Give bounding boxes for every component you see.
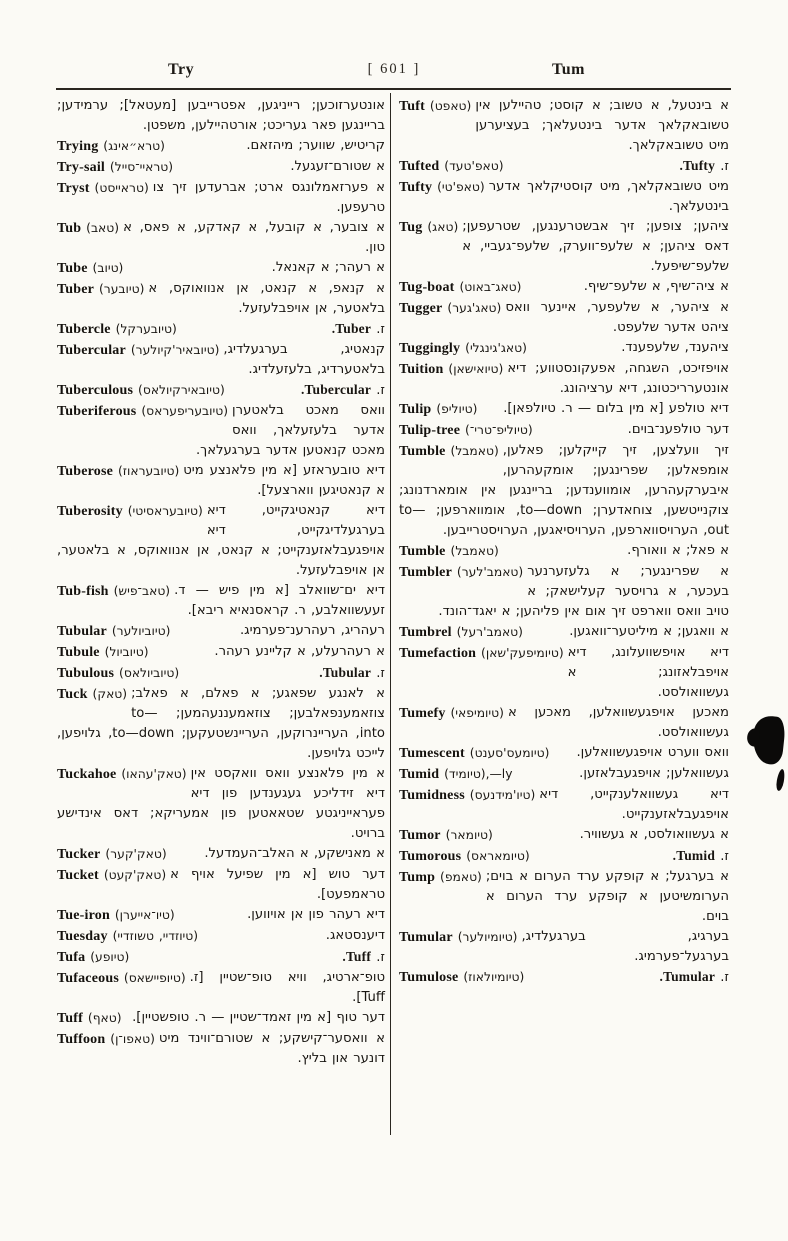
pronunciation: (טיו־אייערן) — [109, 908, 175, 922]
definition: א רעהרעלע, א קליינע רעהר. — [214, 644, 385, 659]
entry-tufa — [57, 947, 385, 968]
definition: אונטערזוכען; רייניגען, אפטרייבען [מעטאל]; ערמידען; בריינגען פאר געריכט; אורטהיילען, משפטן. — [57, 98, 385, 133]
definition: זיך וועלצען, זיך קייקלען; פאלען, אומפאלען; שפרינגען; אומקעהרען, איבערקעהרען, אומווענדען; בריינגען אין אומארדנונג; צוקנייטשען, צוחאדערן; to—down, אומווארפען; to—out, הערויסווארפען, הערויסיאגען, הערויסטרייבען. — [399, 443, 729, 538]
column-divider-rule — [390, 93, 391, 1135]
entry-tuition — [399, 359, 729, 399]
definition: רעהריג, רעהרענ־פערמיג. — [239, 623, 385, 638]
headword: Tumorous — [399, 849, 462, 864]
entry-tump — [399, 867, 729, 927]
entry-tubular — [57, 621, 385, 641]
definition: א פאל; א וואורף. — [627, 543, 729, 558]
pronunciation: (טיובעראסיטי) — [122, 504, 203, 518]
entry-tuckahoe — [57, 764, 385, 844]
headword-group — [57, 178, 153, 199]
entry-tug — [399, 217, 729, 277]
headword: Tuberiferous — [57, 404, 137, 419]
pronunciation: (טאמב'לער) — [452, 565, 524, 579]
cross-reference: Tuber. — [331, 321, 372, 336]
pronunciation: (טאק'קער) — [100, 847, 167, 861]
headword-group — [399, 743, 553, 764]
column-right — [399, 96, 729, 988]
entry-tue-iron — [57, 905, 385, 925]
pronunciation: (טאפ'טעד) — [439, 159, 504, 173]
pronunciation: (טיובער) — [94, 282, 145, 296]
headword: Tuffoon — [57, 1032, 106, 1047]
entry-tumescent — [399, 743, 729, 763]
entry-tuberosity — [57, 501, 385, 581]
entry-tube — [57, 258, 385, 278]
headword-group — [57, 258, 127, 279]
pronunciation: (טאג־באוט) — [454, 280, 522, 294]
entry-tumorous — [399, 846, 729, 867]
pronunciation: (טאג) — [422, 220, 459, 234]
headword-group — [399, 643, 568, 664]
pronunciation: (טיומיולאוז) — [458, 970, 525, 984]
headword: Tug-boat — [399, 280, 455, 295]
entry-tumbler — [399, 562, 729, 622]
definition: ז. Tuff. — [342, 949, 385, 965]
headword: Tulip-tree — [399, 423, 461, 438]
headword-group — [399, 785, 539, 806]
headword: Tumefy — [399, 706, 446, 721]
headword-group — [57, 968, 190, 989]
headword-group — [399, 622, 527, 643]
entry-tubercle — [57, 319, 385, 340]
headword: Try-sail — [57, 160, 106, 175]
pronunciation: (טיומיד),—ly — [439, 767, 513, 781]
definition: ז. Tubercular. — [300, 382, 385, 398]
definition: א ציה־שיף, א שלעפ־שיף. — [583, 279, 729, 294]
headword: Tufa — [57, 950, 86, 965]
definition: מאכען אויפגעשוואלען, מאכען א געשוואולסט. — [507, 705, 729, 740]
entry-tufty — [399, 177, 729, 217]
entry-try-sail — [57, 157, 385, 177]
headword: Tuesday — [57, 929, 108, 944]
headword: Tumble — [399, 544, 446, 559]
definition: א לאנגע שפאגע; א פאלם, א פאלב; צוזאמענפאלבען; צוזאמעננעהמען; to—into, העריינרוקען, העריינשטעקען; to—down, גלויפען, לייכט גלויפען. — [57, 686, 385, 761]
headword-group — [57, 865, 170, 886]
cross-reference: Tumid. — [672, 848, 716, 863]
entry-tumor — [399, 825, 729, 845]
definition: ז. Tubular. — [319, 665, 385, 681]
entry-tuffoon — [57, 1029, 385, 1069]
headword-group — [399, 867, 486, 888]
definition: בערגיג, בערגעלדיג, בערגעל־פערמיג. — [521, 929, 729, 964]
headword: Tuck — [57, 687, 88, 702]
headword-group — [399, 562, 527, 583]
definition: א מין פלאנצע וואס וואקסט אין דיא זידליכע געגענדען פון דיא פעראייניגטע שטאאטען פון אמעריקא; דאס אינדישע ברויט. — [57, 766, 385, 841]
entry-tulip — [399, 399, 729, 419]
pronunciation: (טיוביולאס) — [114, 666, 180, 680]
headword-group — [57, 501, 207, 522]
pronunciation: (טאפו־ן) — [105, 1032, 155, 1046]
headword: Tucket — [57, 868, 99, 883]
headword: Tubule — [57, 645, 100, 660]
definition: א פערזאמלונגס ארט; אברעדען זיך צו טרעפען. — [152, 180, 385, 215]
headword: Tuberosity — [57, 504, 123, 519]
entry-tuberose — [57, 461, 385, 501]
pronunciation: (טאג'גער) — [442, 301, 502, 315]
entry-tumefaction — [399, 643, 729, 703]
pronunciation: (טיובערקל) — [110, 322, 177, 336]
definition: דער טוף [א מין זאמד־שטיין — ר. טופשטיין]. — [132, 1010, 385, 1025]
pronunciation: (טאף) — [82, 1011, 122, 1025]
entry-tuber — [57, 279, 385, 319]
definition: קנאטיג, בערגעלדיג, בלאטערדיג, בלעזעלדיג. — [223, 342, 385, 377]
definition: דער טולפענ־בוים. — [627, 422, 729, 437]
headword: Tumidness — [399, 788, 465, 803]
headword-group — [57, 905, 179, 926]
pronunciation: (טרא״אינג) — [98, 139, 165, 153]
definition: דיא קנאטיגקייט, דיא בערגעלדיגקייט, דיא אויפגעבלאזענקייט; א קנאט, אן אנוואוקס, א בלאטער, אן אויפבלעזעל. — [57, 503, 385, 578]
headword: Tube — [57, 261, 88, 276]
headword-group — [57, 684, 131, 705]
headword: Tuberose — [57, 464, 114, 479]
headword: Tubercle — [57, 322, 111, 337]
headword: Tuggingly — [399, 341, 461, 356]
ink-mark-artifact — [775, 769, 786, 792]
headword: Tumulose — [399, 970, 459, 985]
entry-tumbrel — [399, 622, 729, 642]
entry-tuff — [57, 1008, 385, 1028]
entry-tumefy — [399, 703, 729, 743]
headword: Tuckahoe — [57, 767, 117, 782]
pronunciation: (טיובעריפעראס) — [136, 404, 229, 418]
headword-group — [57, 844, 171, 865]
headword-group — [399, 420, 537, 441]
cross-reference: Tubercular. — [300, 382, 372, 397]
headword: Tufty — [399, 180, 433, 195]
pronunciation: (טאמפ) — [435, 870, 482, 884]
entry-tumulose — [399, 967, 729, 988]
definition: ציהען; צופען; זיך אבשטרענגען, שטרעפען; דאס ציהען; א שלעפ־ווערק, שלעפ־געביי, א שלעפ־שיפעל. — [462, 219, 729, 274]
entry-tulip-tree — [399, 420, 729, 440]
definition: ציהענד, שלעפענד. — [621, 340, 729, 355]
cross-reference: Tuff. — [342, 949, 372, 964]
headword: Tumor — [399, 828, 441, 843]
headword: Tumular — [399, 930, 453, 945]
headword: Tubulous — [57, 666, 115, 681]
headword-group — [399, 441, 503, 462]
entry-tubulous — [57, 663, 385, 684]
definition: אויפזיכט, השגחה, אפעקונסטווע; דיא אונטערריכטונג, דיא ערציהונג. — [507, 361, 729, 396]
definition: ז. Tumid. — [672, 848, 729, 864]
definition: געשוואלען; אויפגעבלאזען. — [579, 766, 729, 781]
definition: א געשוואולסט, א געשוויר. — [579, 827, 729, 842]
pronunciation: (טיואישאן) — [443, 362, 504, 376]
entry-tuft — [399, 96, 729, 156]
headword: Tulip — [399, 402, 432, 417]
headword-group — [57, 218, 123, 239]
definition: א ציהער, א שלעפער, איינער וואס ציהט אדער שלעפט. — [505, 300, 729, 335]
headword: Tumescent — [399, 746, 465, 761]
headword-group — [399, 846, 534, 867]
definition: קריטיש, שווער; מיהזאם. — [246, 138, 385, 153]
headword: Tuft — [399, 99, 425, 114]
headword-group — [57, 663, 183, 684]
headword: Tue-iron — [57, 908, 110, 923]
pronunciation: (טאב) — [81, 221, 120, 235]
headword-group — [57, 136, 169, 157]
headword-group — [57, 319, 181, 340]
entry-tuggingly — [399, 338, 729, 358]
cross-reference: Tubular. — [319, 665, 372, 680]
definition: דיא טובעראזע [א מין פלאנצע מיט א קנאטיגען ווארצעל]. — [183, 463, 385, 498]
headword: Tryst — [57, 181, 90, 196]
pronunciation: (טראיי־סייל) — [105, 160, 174, 174]
headword-group — [399, 825, 497, 846]
headword: Tumid — [399, 767, 440, 782]
entry-tub — [57, 218, 385, 258]
entry-tuberculous — [57, 380, 385, 401]
definition: א קנאפ, א קנאט, אן אנוואוקס, א בלאטער, אן אויפבלעזעל. — [148, 281, 385, 316]
pronunciation: (טיוביול) — [99, 645, 149, 659]
headword-group — [57, 1029, 159, 1050]
definition: דיא טולפע [א מין בלום — ר. טיולפאן]. — [503, 401, 729, 416]
definition: א וואגען; א מיליטער־וואגען. — [569, 624, 729, 639]
pronunciation: (טאג'גינגלי) — [460, 341, 527, 355]
header-rule — [56, 88, 731, 90]
headword-group — [399, 177, 489, 198]
pronunciation: (טאק'קעט) — [98, 868, 167, 882]
headword-group — [399, 338, 531, 359]
headword-group — [399, 399, 481, 420]
definition: א שטורם־זעגעל. — [290, 159, 385, 174]
headword-group — [399, 703, 508, 724]
pronunciation: (טיובעראוז) — [113, 464, 180, 478]
headword: Tumble — [399, 444, 446, 459]
headword: Tumbler — [399, 565, 453, 580]
definition: דיא אויפשוועלונג, דיא אויפבלאזונג; א געשוואולסט. — [567, 645, 729, 700]
headword: Tufaceous — [57, 971, 119, 986]
headword-group — [399, 927, 521, 948]
headword-group — [399, 541, 503, 562]
pronunciation: (טיומאראס) — [461, 849, 530, 863]
headword: Tumefaction — [399, 646, 477, 661]
pronunciation: (טיומיולער) — [452, 930, 518, 944]
definition: ז. Tufty. — [679, 158, 729, 174]
entry-tuesday — [57, 926, 385, 946]
headword: Tumbrel — [399, 625, 452, 640]
headword: Tuition — [399, 362, 444, 377]
pronunciation: (טיופיישאס) — [118, 971, 186, 985]
definition: דיענסטאג. — [325, 928, 385, 943]
entry-tumid — [399, 764, 729, 784]
definition: א בינטעל, א טשוב; א קוסט; טהיילען אין טשובאקלאך אדער בינטעלאך; בעציערען מיט טשובאקלאך. — [475, 98, 729, 153]
entry-tuck — [57, 684, 385, 764]
definition: ז. Tuber. — [331, 321, 385, 337]
pronunciation: (טאמבל) — [445, 444, 499, 458]
headword-group — [399, 96, 475, 117]
definition: וואס מאכט בלאטערן אדער בלעזעלאך, וואס מאכט קנאטען אדער בערגעלאך. — [195, 403, 385, 458]
entry-tufted — [399, 156, 729, 177]
definition: דיא רעהר פון אן אויווען. — [247, 907, 385, 922]
headword-group — [57, 380, 229, 401]
headword-group — [399, 359, 507, 380]
headword-group — [57, 401, 232, 422]
headword-group — [57, 621, 174, 642]
entry-tubercular — [57, 340, 385, 380]
pronunciation: (טיומיפעק'שאן) — [476, 646, 564, 660]
pronunciation: (טיומיפאי) — [445, 706, 504, 720]
definition: דיא געשוואלענקייט, דיא אויפגעבלאזענקייט. — [539, 787, 729, 822]
headword-group — [57, 947, 133, 968]
headword: Tub — [57, 221, 82, 236]
headword-group — [57, 926, 202, 947]
headword: Tuff — [57, 1011, 83, 1026]
pronunciation: (טאמב'רעל) — [451, 625, 523, 639]
cross-reference: Tumular. — [659, 969, 716, 984]
pronunciation: (טאק) — [87, 687, 128, 701]
headword-group — [399, 764, 517, 785]
pronunciation: (טיוב) — [87, 261, 124, 275]
entry-tumidness — [399, 785, 729, 825]
headword: Tubercular — [57, 343, 126, 358]
pronunciation: (טיוליפ) — [431, 402, 478, 416]
headword-group — [57, 461, 183, 482]
entry-tumble — [399, 541, 729, 561]
headword-group — [399, 298, 505, 319]
headword: Trying — [57, 139, 99, 154]
entry-tug-boat — [399, 277, 729, 297]
running-head-left: Try — [168, 61, 195, 78]
entry-trying — [57, 136, 385, 156]
definition: א מאנישקע, א האלב־העמדעל. — [204, 846, 385, 861]
pronunciation: (טאב־פיש) — [108, 584, 171, 598]
headword-group — [57, 1008, 126, 1029]
definition: דיא ים־שוואלב [א מין פיש — ד. זעעשוואלבע, ר. קראסנאיא ריבא]. — [174, 583, 385, 618]
pronunciation: (טיו'מידנעס) — [464, 788, 536, 802]
pronunciation: (טראייסט) — [89, 181, 149, 195]
definition: טופ־ארטיג, וויא טופ־שטיין [ז. Tuff]. — [189, 970, 385, 1005]
definition: א שפרינגער; א גלעזערנער בעכער, א גרויסער קעלישאק; א טויב וואס ווארפט זיך אום אין פליהען; א יאגד־הונד. — [438, 564, 729, 619]
pronunciation: (טיוביולער) — [106, 624, 171, 638]
pronunciation: (טיופע) — [85, 950, 130, 964]
headword-group — [399, 156, 508, 177]
headword: Tuberculous — [57, 383, 134, 398]
headword: Tug — [399, 220, 423, 235]
headword-group — [57, 340, 223, 361]
pronunciation: (טאק'עהאו) — [116, 767, 187, 781]
headword-group — [399, 967, 528, 988]
headword: Tufted — [399, 159, 440, 174]
entry-tumular — [399, 927, 729, 967]
definition: מיט טשובאקלאך, מיט קוסטיקלאך אדער בינטעלאך. — [488, 179, 729, 214]
entry-tubule — [57, 642, 385, 662]
headword-group — [57, 642, 153, 663]
headword: Tuber — [57, 282, 95, 297]
entry-tucker — [57, 844, 385, 864]
definition: א בערגעל; א קופקע ערד הערום א בוים; הערומשיטען א קופקע ערד הערום א בוים. — [485, 869, 729, 924]
pronunciation: (טיומאר) — [440, 828, 493, 842]
page-number: [ 601 ] — [367, 61, 421, 77]
entry-tufaceous — [57, 968, 385, 1008]
definition: א רעהר; א קאנאל. — [271, 260, 385, 275]
pronunciation: (טיוזדיי, טשוזדיי) — [107, 929, 199, 943]
pronunciation: (טאמבל) — [445, 544, 499, 558]
headword-group — [399, 217, 462, 238]
entry-tuberiferous — [57, 401, 385, 461]
pronunciation: (טאפ'טי) — [432, 180, 485, 194]
pronunciation: (טיובאירקיולאס) — [133, 383, 225, 397]
entry-tumble — [399, 441, 729, 541]
headword-group — [57, 157, 177, 178]
pronunciation: (טיומעס'סענט) — [464, 746, 550, 760]
entry-tugger — [399, 298, 729, 338]
entry-continuation — [57, 96, 385, 136]
entry-tub-fish — [57, 581, 385, 621]
headword: Tucker — [57, 847, 101, 862]
headword: Tugger — [399, 301, 443, 316]
pronunciation: (טיוליפ־טרי־) — [460, 423, 533, 437]
cross-reference: Tufty. — [679, 158, 716, 173]
definition: א וואסער־קישקע; א שטורם־ווינד מיט דונער און בליץ. — [158, 1031, 385, 1066]
definition: דער טוש [א מין שפיעל אויף א טראמפעט]. — [170, 867, 385, 902]
headword-group — [399, 277, 525, 298]
definition: ז. Tumular. — [659, 969, 729, 985]
headword: Tump — [399, 870, 436, 885]
headword-group — [57, 764, 191, 785]
running-head-right: Tum — [552, 61, 585, 78]
column-left — [57, 96, 385, 1069]
headword-group — [57, 581, 174, 602]
entry-tryst — [57, 178, 385, 218]
definition: וואס ווערט אויפגעשוואלען. — [576, 745, 729, 760]
headword: Tubular — [57, 624, 107, 639]
pronunciation: (טיובאיר'קיולער) — [125, 343, 220, 357]
definition: א צובער, א קובעל, א קאדקע, א פאס, א טון. — [123, 220, 385, 255]
ink-blot-artifact — [751, 715, 787, 766]
entry-tucket — [57, 865, 385, 905]
headword: Tub-fish — [57, 584, 109, 599]
pronunciation: (טאפט) — [424, 99, 472, 113]
headword-group — [57, 279, 148, 300]
